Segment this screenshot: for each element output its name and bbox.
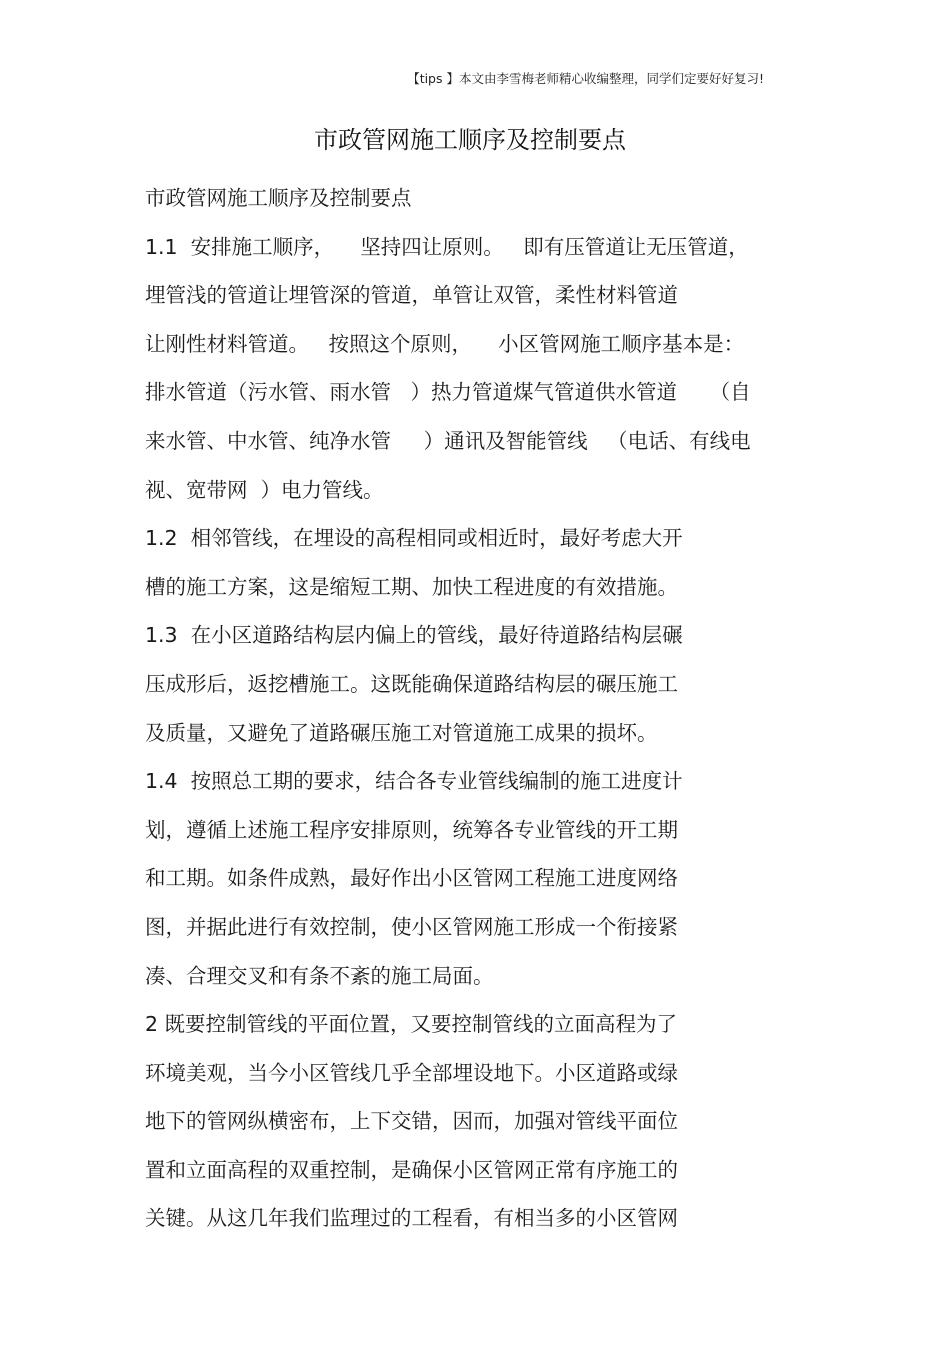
text-line: 排水管道（污水管、雨水管 ）热力管道煤气管道供水管道 （自 [145, 380, 751, 405]
text-line: 来水管、中水管、纯净水管 ）通讯及智能管线 （电话、有线电 [145, 428, 751, 453]
text-line: 槽的施工方案，这是缩短工期、加快工程进度的有效措施。 [145, 574, 678, 599]
text-line: 图，并据此进行有效控制，使小区管网施工形成一个衔接紧 [145, 914, 678, 939]
tips-note: 【tips 】本文由李雪梅老师精心收编整理，同学们定要好好复习! [407, 71, 764, 86]
text-line: 2 既要控制管线的平面位置，又要控制管线的立面高程为了 [145, 1012, 678, 1037]
body-text [145, 174, 805, 1243]
text-line: 划，遵循上述施工程序安排原则，统筹各专业管线的开工期 [145, 817, 678, 842]
text-line: 地下的管网纵横密布，上下交错，因而，加强对管线平面位 [145, 1109, 678, 1134]
text-line: 和工期。如条件成熟，最好作出小区管网工程施工进度网络 [145, 866, 678, 891]
text-line: 置和立面高程的双重控制，是确保小区管网正常有序施工的 [145, 1157, 678, 1182]
page-title: 市政管网施工顺序及控制要点 [314, 126, 626, 154]
text-line: 环境美观，当今小区管线几乎全部埋设地下。小区道路或绿 [145, 1060, 678, 1085]
text-line: 1.1 安排施工顺序， 坚持四让原则。 即有压管道让无压管道， [145, 234, 749, 259]
text-line: 市政管网施工顺序及控制要点 [145, 186, 412, 210]
text-line: 及质量，又避免了道路碾压施工对管道施工成果的损坏。 [145, 720, 658, 745]
text-line: 1.2 相邻管线，在埋设的高程相同或相近时，最好考虑大开 [145, 526, 683, 551]
text-line: 让刚性材料管道。 按照这个原则， 小区管网施工顺序基本是： [145, 331, 745, 356]
text-line: 关键。从这几年我们监理过的工程看，有相当多的小区管网 [145, 1206, 678, 1231]
text-line: 凑、合理交叉和有条不紊的施工局面。 [145, 963, 494, 988]
text-line: 视、宽带网 ）电力管线。 [145, 477, 384, 502]
text-line: 1.4 按照总工期的要求，结合各专业管线编制的施工进度计 [145, 769, 683, 794]
text-line: 压成形后，返挖槽施工。这既能确保道路结构层的碾压施工 [145, 671, 678, 696]
text-line: 1.3 在小区道路结构层内偏上的管线，最好待道路结构层碾 [145, 623, 683, 648]
text-line: 埋管浅的管道让埋管深的管道，单管让双管，柔性材料管道 [145, 283, 678, 308]
